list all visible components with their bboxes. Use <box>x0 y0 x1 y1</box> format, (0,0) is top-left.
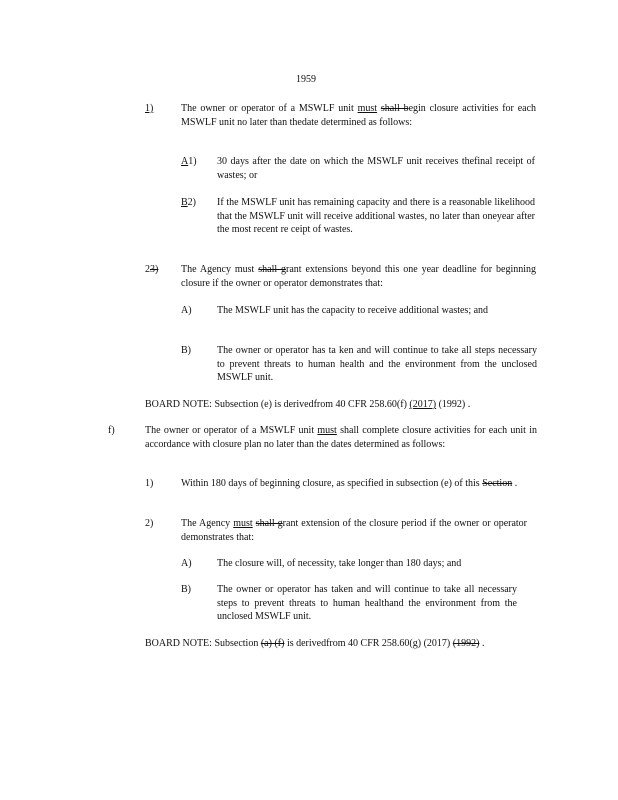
item-f-2-marker: 2) <box>145 518 154 529</box>
page-number: 1959 <box>296 74 316 85</box>
board-note-f: BOARD NOTE: Subsection (a) (f) is derivedfrom 40 CFR 258.60(g) (2017) (1992) . <box>145 638 485 649</box>
item-f-2-a-marker: A) <box>181 558 192 569</box>
item-1-b-marker: B2) <box>181 197 197 208</box>
item-1-text: The owner or operator of a MSWLF unit must shall begin closure activities for each MSWLF unit no later than thedate determined as follows: <box>181 103 537 128</box>
item-2-text: The Agency must shall grant extensions beyond this one year deadline for beginning closure if the owner or operator demonstrates that: <box>181 264 536 289</box>
item-f-text: The owner or operator of a MSWLF unit must shall complete closure activities for each unit in accordance with closure plan no later than the dates determined as follows: <box>145 425 537 450</box>
item-1-a-marker: A1) <box>181 156 197 167</box>
item-f-2-text: The Agency must shall grant extension of the closure period if the owner or operator demonstrates that: <box>181 518 528 543</box>
item-2-marker: 23) <box>145 264 159 275</box>
item-f-1-text: Within 180 days of beginning closure, as specified in subsection (e) of this Section . <box>181 478 518 489</box>
item-2-b-marker: B) <box>181 345 191 356</box>
item-f-1-marker: 1) <box>145 478 154 489</box>
item-1-b-text: If the MSWLF unit has remaining capacity and there is a reasonable likelihood that the MSWLF unit will receive additional wastes, no later than oneyear after the most recent re ceipt of wastes. <box>217 197 535 235</box>
item-1-marker: 1) <box>145 103 154 114</box>
item-f-2-b-marker: B) <box>181 584 191 595</box>
item-1-a-text: 30 days after the date on which the MSWLF unit receives thefinal receipt of wastes; or <box>217 156 535 181</box>
item-2-b-text: The owner or operator has ta ken and will continue to take all steps necessary to prevent threats to human health and the environment from the unclosed MSWLF unit. <box>217 345 537 383</box>
board-note-e: BOARD NOTE: Subsection (e) is derivedfrom 40 CFR 258.60(f) (2017) (1992) . <box>145 399 471 410</box>
item-f-2-b-text: The owner or operator has taken and will continue to take all necessary steps to prevent threats to human healthand the environment from the unclosed MSWLF unit. <box>217 584 517 622</box>
item-f-marker: f) <box>108 425 115 436</box>
item-2-a-text: The MSWLF unit has the capacity to receive additional wastes; and <box>217 305 489 316</box>
item-2-a-marker: A) <box>181 305 192 316</box>
item-f-2-a-text: The closure will, of necessity, take longer than 180 days; and <box>217 558 462 569</box>
